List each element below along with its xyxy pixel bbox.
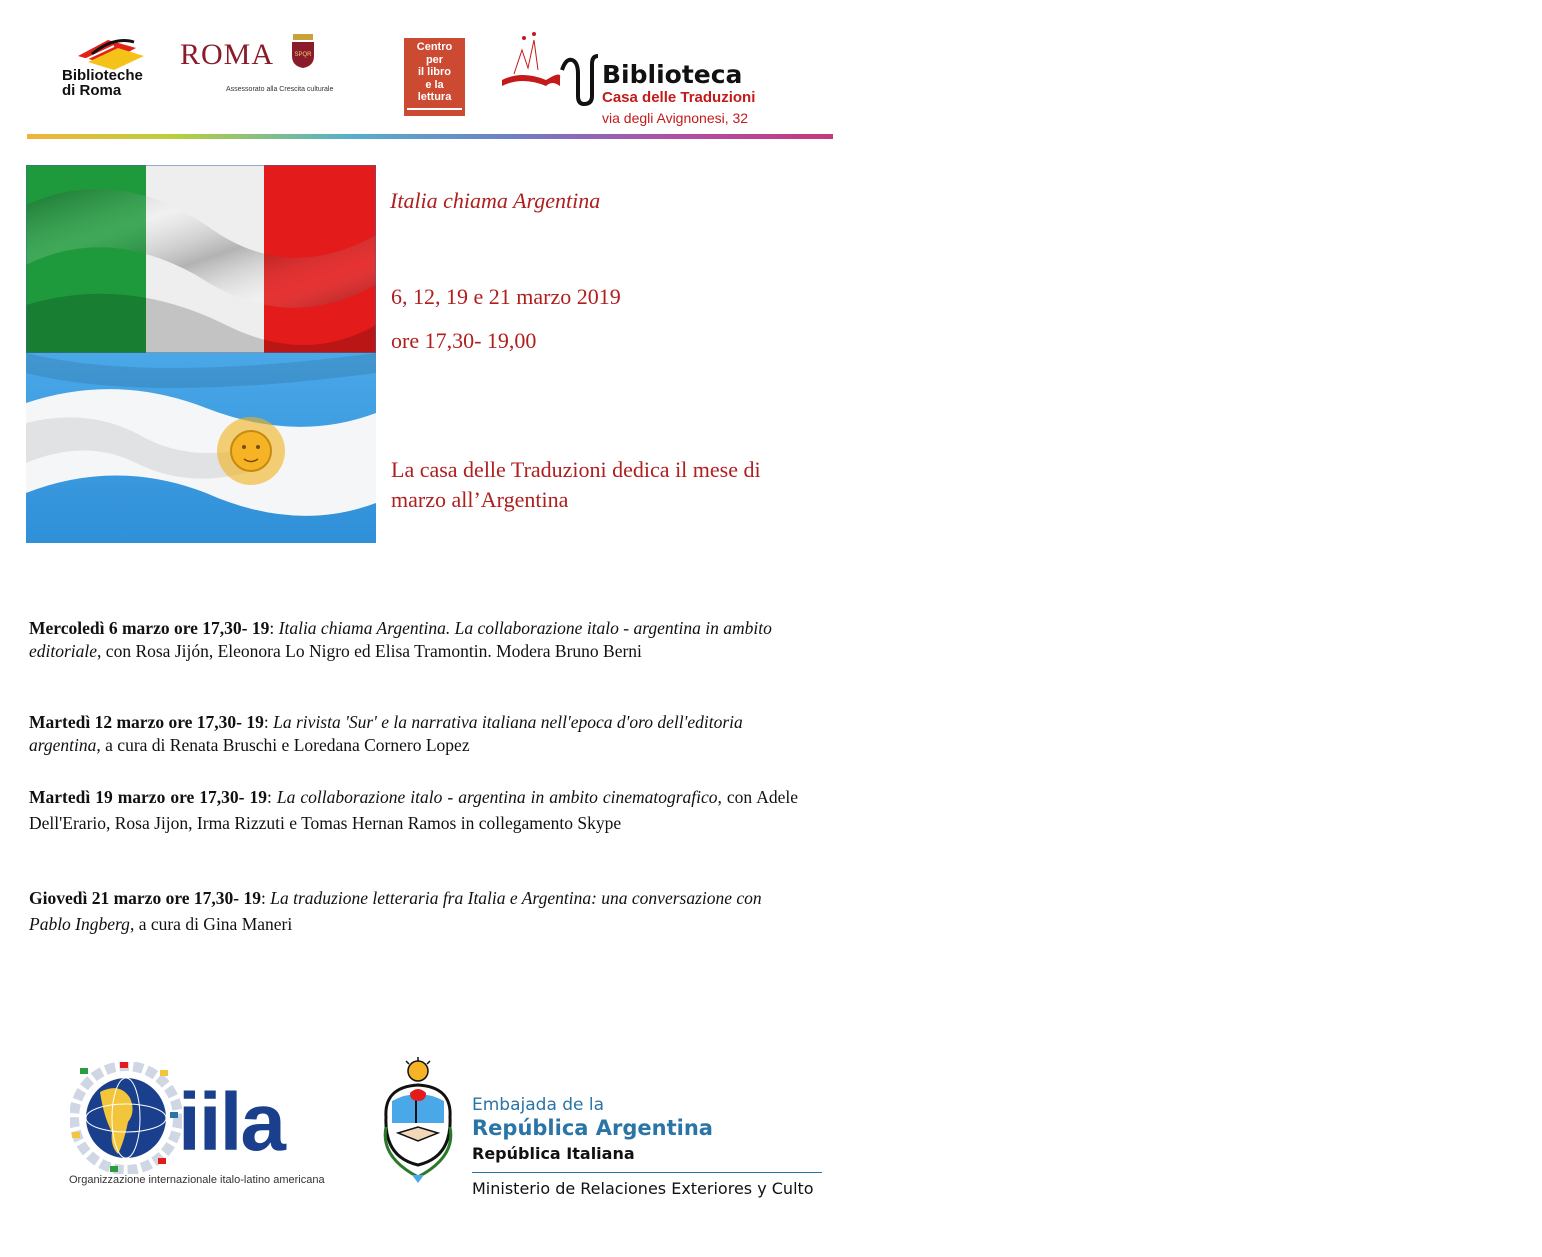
- casa-traduzioni-logo: [500, 30, 800, 130]
- centro-libro-logo: [404, 38, 465, 116]
- program-details: con Adele Dell'Erario, Rosa Jijon, Irma Rizzuti e Tomas Hernan Ramos in collegamento Skype: [29, 787, 798, 833]
- program-date: Giovedì 21 marzo ore 17,30- 19: [29, 888, 261, 908]
- event-description: La casa delle Traduzioni dedica il mese di marzo all’Argentina: [391, 457, 761, 512]
- casa-subtitle: Casa delle Traduzioni: [602, 89, 756, 106]
- casa-address: via degli Avignonesi, 32: [602, 110, 749, 126]
- embajada-line3: República Italiana: [472, 1144, 635, 1163]
- centro-line: il libro: [418, 66, 451, 78]
- iila-wordmark: iila: [178, 1077, 284, 1168]
- crest-icon: [290, 34, 316, 68]
- biblioteche-di-roma-logo: [62, 32, 162, 102]
- centro-line: e la: [425, 78, 444, 91]
- roma-name: ROMA: [180, 38, 275, 71]
- biblioteche-line1: Biblioteche: [62, 67, 143, 84]
- embajada-line4: Ministerio de Relaciones Exteriores y Culto: [472, 1179, 814, 1198]
- program-details: , a cura di Renata Bruschi e Loredana Cornero Lopez: [96, 735, 470, 755]
- program-item: [29, 617, 798, 663]
- embajada-divider: [472, 1172, 822, 1173]
- centro-line: Centro: [416, 41, 453, 53]
- program-separator: :: [269, 618, 279, 638]
- embajada-line1: Embajada de la: [472, 1095, 605, 1115]
- program-title: La collaborazione italo - argentina in ambito cinematografico,: [276, 787, 722, 807]
- centro-line: per: [425, 53, 444, 66]
- italy-flag-image: [26, 165, 376, 353]
- program-item: [29, 784, 798, 836]
- event-title: Italia chiama Argentina: [390, 188, 601, 213]
- event-dates: 6, 12, 19 e 21 marzo 2019: [391, 284, 621, 309]
- open-book-icon: [500, 30, 605, 110]
- roma-logo: [180, 32, 334, 102]
- program-date: Martedì 12 marzo ore 17,30- 19: [29, 712, 264, 732]
- program-date: Martedì 19 marzo ore 17,30- 19: [29, 787, 267, 807]
- centro-underline: [407, 108, 462, 110]
- casa-title: Biblioteca: [602, 60, 743, 89]
- embajada-logo: [378, 1055, 828, 1205]
- iila-subtitle: Organizzazione internazionale italo-latino americana: [69, 1174, 325, 1186]
- globe-icon: [70, 1062, 182, 1174]
- sun-of-may-icon: [217, 417, 285, 485]
- program-separator: :: [263, 712, 274, 732]
- rainbow-divider: [27, 134, 833, 139]
- centro-line: lettura: [417, 91, 452, 103]
- program-item: [29, 885, 798, 937]
- svg-text:SPQR: SPQR: [294, 52, 312, 58]
- embajada-line2: República Argentina: [472, 1116, 713, 1140]
- program-item: [29, 711, 798, 757]
- roma-subtitle: Assessorato alla Crescita culturale: [226, 86, 334, 93]
- program-title: Italia chiama Argentina. La collaborazione italo - argentina in ambito editoriale: [29, 618, 772, 661]
- program-details: , a cura di Gina Maneri: [129, 914, 293, 934]
- program-separator: :: [261, 888, 271, 908]
- iila-logo: [66, 1060, 341, 1190]
- program-separator: :: [266, 787, 277, 807]
- argentina-flag-image: [26, 353, 376, 543]
- program-title: La rivista 'Sur' e la narrativa italiana nell'epoca d'oro dell'editoria argentina: [29, 712, 743, 755]
- biblioteche-line2: di Roma: [62, 82, 122, 99]
- argentina-coat-of-arms-icon: [378, 1057, 458, 1185]
- event-hours: ore 17,30- 19,00: [391, 328, 537, 353]
- program-details: , con Rosa Jijón, Eleonora Lo Nigro ed Elisa Tramontin. Modera Bruno Berni: [97, 641, 642, 661]
- program-title: La traduzione letteraria fra Italia e Argentina: una conversazione con Pablo Ingberg: [29, 888, 762, 934]
- program-date: Mercoledì 6 marzo ore 17,30- 19: [29, 618, 270, 638]
